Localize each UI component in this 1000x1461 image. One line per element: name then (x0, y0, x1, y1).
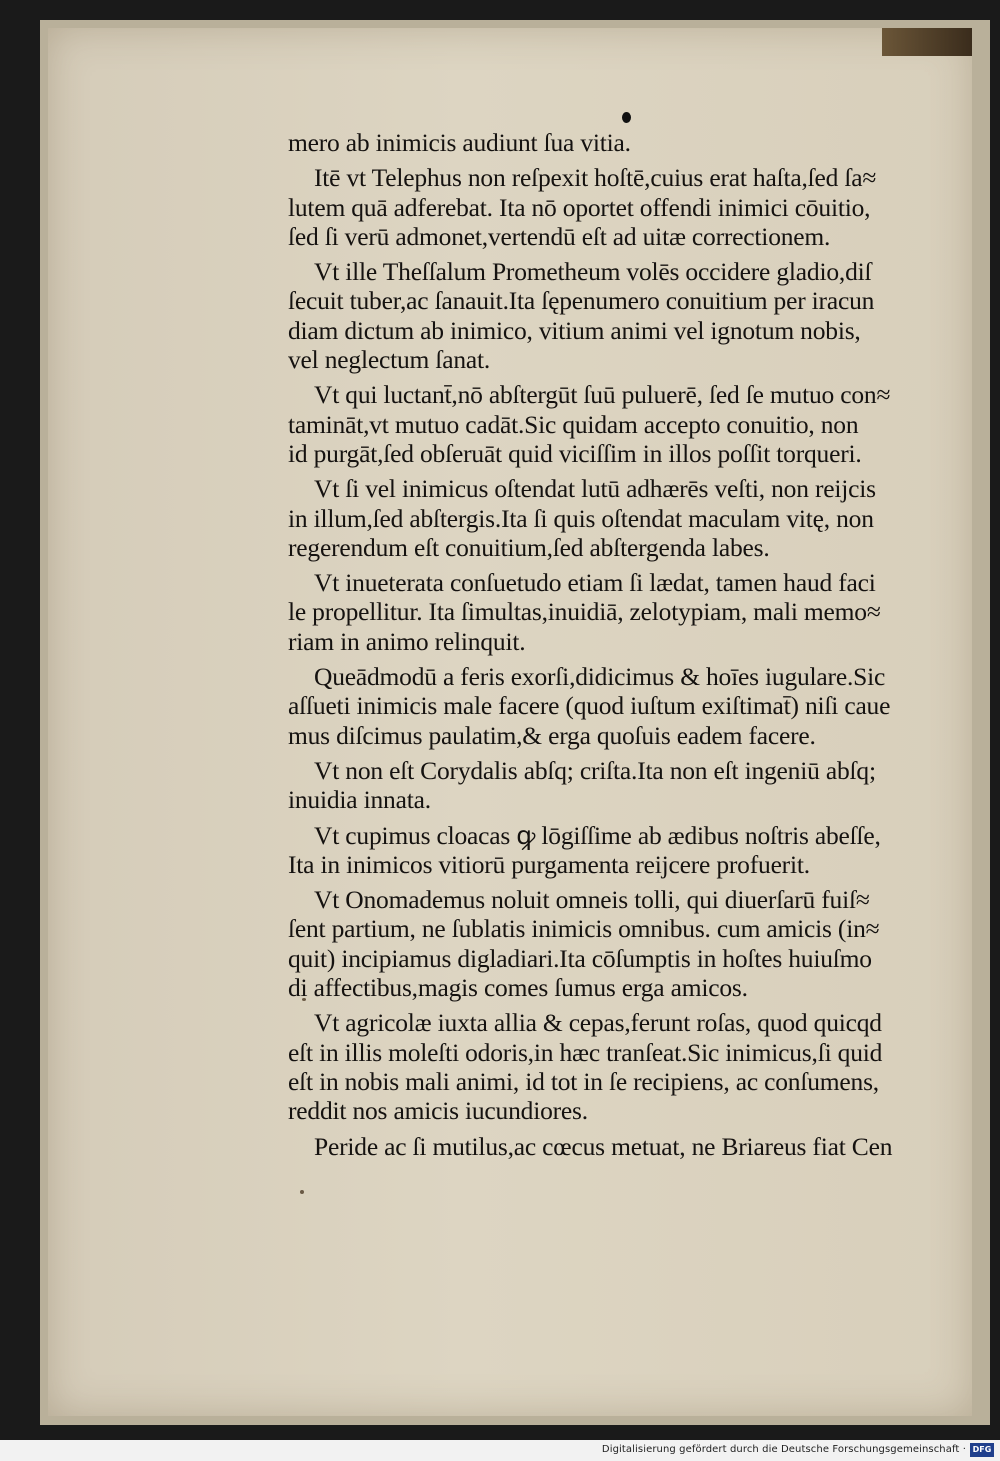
text-line: riam in animo relinquit. (288, 626, 526, 656)
text-line: diam dictum ab inimico, vitium animi vel ignotum nobis, (288, 315, 861, 345)
paragraph (288, 1132, 948, 1161)
text-line: eſt in nobis mali animi, id tot in ſe recipiens, ac conſumens, (288, 1066, 879, 1096)
paragraph (288, 257, 948, 374)
text-line: Itē vt Telephus non reſpexit hoſtē,cuius erat haſta,ſed ſa≈ (314, 163, 877, 193)
binding-tab (882, 28, 972, 56)
paragraph (288, 662, 948, 750)
text-line: in illum,ſed abſtergis.Ita ſi quis oſtendat maculam vitę, non (288, 503, 874, 533)
text-line: mus diſcimus paulatim,& erga quoſuis eadem facere. (288, 720, 816, 750)
paragraph (288, 756, 948, 815)
text-line: Vt ſi vel inimicus oſtendat lutū adhærēs veſti, non reijcis (314, 474, 876, 504)
text-line: ſed ſi verū admonet,vertendū eſt ad uitæ correctionem. (288, 221, 831, 251)
text-line: inuidia innata. (288, 785, 431, 815)
text-line: ſent partium, ne ſublatis inimicis omnibus. cum amicis (in≈ (288, 914, 880, 944)
text-line: quit) incipiamus digladiari.Ita cōſumptis in hoſtes huiuſmo (288, 943, 872, 973)
text-line: aſſueti inimicis male facere (quod iuſtum exiſtimat̄) niſi caue (288, 691, 891, 721)
text-line: Ita in inimicos vitiorū purgamenta reijcere profuerit. (288, 849, 810, 879)
footer-bar (0, 1440, 1000, 1461)
text-line: regerendum eſt conuitium,ſed abſtergenda labes. (288, 532, 770, 562)
text-line: Vt ille Theſſalum Prometheum volēs occidere gladio,diſ (314, 257, 872, 287)
text-line: Vt inueterata conſuetudo etiam ſi lædat, tamen haud faci (314, 568, 876, 598)
ink-dot (622, 112, 631, 123)
dfg-logo-icon: DFG (970, 1443, 994, 1457)
text-line: ſecuit tuber,ac ſanauit.Ita ſępenumero conuitium per iracun (288, 286, 875, 316)
text-line: Vt non eſt Corydalis abſq; criſta.Ita non eſt ingeniū abſq; (314, 755, 876, 785)
text-line: tamināt,vt mutuo cadāt.Sic quidam accepto conuitio, non (288, 409, 859, 439)
text-line: Peride ac ſi mutilus,ac cœcus metuat, ne Briareus fiat Cen (314, 1131, 893, 1161)
text-line: mero ab inimicis audiunt ſua vitia. (288, 128, 631, 157)
text-line: vel neglectum ſanat. (288, 345, 491, 375)
paragraph (288, 380, 948, 468)
text-line: id purgāt,ſed obſeruāt quid viciſſim in illos poſſit torqueri. (288, 438, 862, 468)
page-speck (300, 1190, 304, 1194)
text-line: lutem quā adferebat. Ita nō oportet offendi inimici cōuitio, (288, 192, 871, 222)
text-line: reddit nos amicis iucundiores. (288, 1096, 588, 1126)
paragraph (288, 885, 948, 1002)
text-line: le propellitur. Ita ſimultas,inuidiā, zelotypiam, mali memo≈ (288, 597, 881, 627)
paragraph (288, 821, 948, 880)
paragraph (288, 568, 948, 656)
page-text (288, 128, 948, 1161)
paragraph (288, 163, 948, 251)
text-line: Vt Onomademus noluit omneis tolli, qui diuerſarū fuiſ≈ (314, 885, 870, 915)
funding-credit: Digitalisierung gefördert durch die Deutsche Forschungsgemeinschaft · (601, 1444, 966, 1455)
paragraph (288, 474, 948, 562)
paragraph (288, 1008, 948, 1125)
text-line: Vt cupimus cloacas ꝙ lōgiſſime ab ædibus noſtris abeſſe, (314, 820, 881, 850)
text-line: Vt qui luctant̄,nō abſtergūt ſuū puluerē, ſed ſe mutuo con≈ (314, 380, 891, 410)
text-line: eſt in illis moleſti odoris,in hæc tranſeat.Sic inimicus,ſi quid (288, 1037, 883, 1067)
text-line: di affectibus,magis comes ſumus erga amicos. (288, 973, 748, 1003)
text-line: Vt agricolæ iuxta allia & cepas,ferunt roſas, quod quicqd (314, 1008, 882, 1038)
text-line: Queādmodū a feris exorſi,didicimus & hoīes iugulare.Sic (314, 662, 886, 692)
